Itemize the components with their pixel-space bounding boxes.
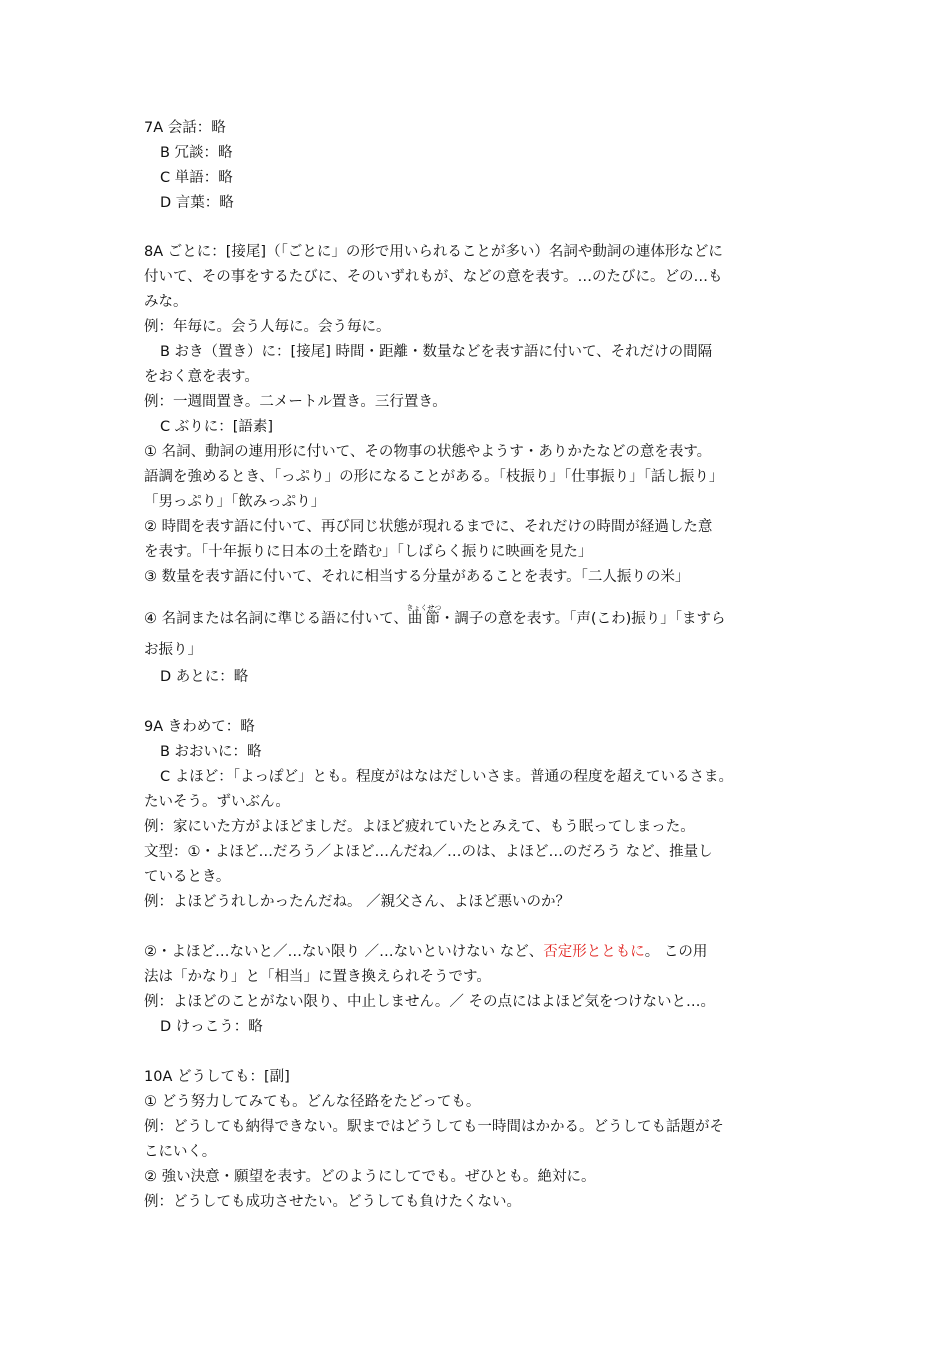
item-8a-line2: 付いて、その事をするたびに、そのいずれもが、などの意を表す。…のたびに。どの…も <box>144 269 723 285</box>
highlighted-phrase: 否定形とともに <box>543 944 645 960</box>
item-9c-pattern2-example: 例：よほどのことがない限り、中止しません。／ その点にはよほど気をつけないと…。 <box>144 994 715 1010</box>
item-8b-line2: をおく意を表す。 <box>144 369 259 385</box>
pattern2-prefix: ②・よほど…ないと／…ない限り ／…ないといけない など、 <box>144 944 544 960</box>
item-9a: 9A きわめて：略 <box>144 719 255 735</box>
item-10a-meaning2: ② 強い決意・願望を表す。どのようにしてでも。ぜひとも。絶対に。 <box>144 1169 596 1185</box>
item-9b: B おおいに：略 <box>160 744 262 760</box>
item-9c-pattern1-line1: 文型：①・よほど…だろう／よほど…んだね／…のは、よほど…のだろう など、推量し <box>144 844 713 860</box>
meaning4-prefix: ④ 名詞または名詞に準じる語に付いて、 <box>144 611 408 627</box>
item-8d: D あとに：略 <box>160 669 249 685</box>
item-8c-meaning4-line2: お振り」 <box>144 642 202 658</box>
item-8c-meaning1-line2: 語調を強めるとき、「っぷり」の形になることがある。「枝振り」「仕事振り」「話し振り」 <box>144 469 724 485</box>
item-8c-meaning1-line1: ① 名詞、動詞の連用形に付いて、その物事の状態やようす・ありかたなどの意を表す。 <box>144 444 712 460</box>
item-8c-meaning2-line2: を表す。「十年振りに日本の土を踏む」「しばらく振りに映画を見た」 <box>144 544 593 560</box>
item-7c: C 単語：略 <box>160 170 233 186</box>
item-10a-example2: 例：どうしても成功させたい。どうしても負けたくない。 <box>144 1194 521 1210</box>
item-8b-line1: B おき（置き）に：[接尾] 時間・距離・数量などを表す語に付いて、それだけの間隔 <box>160 344 713 360</box>
item-8b-example: 例：一週間置き。二メートル置き。三行置き。 <box>144 394 447 410</box>
item-9d: D けっこう：略 <box>160 1019 263 1035</box>
item-7b: B 冗談：略 <box>160 145 233 161</box>
item-8a-line3: みな。 <box>144 294 188 310</box>
item-10a-example1-line1: 例：どうしても納得できない。駅まではどうしても一時間はかかる。どうしても話題がそ <box>144 1119 724 1135</box>
item-9c-pattern2-line1 <box>144 940 816 965</box>
item-8c-meaning2-line1: ② 時間を表す語に付いて、再び同じ状態が現れるまでに、それだけの時間が経過した意 <box>144 519 713 535</box>
item-8c-meaning1-line3: 「男っぷり」「飲みっぷり」 <box>144 494 326 510</box>
item-9c-line1: C よほど：「よっぽど」とも。程度がはなはだしいさま。普通の程度を超えているさま。 <box>160 769 733 785</box>
furigana-word: 曲節きょくせつ <box>406 604 442 627</box>
item-8c-meaning3: ③ 数量を表す語に付いて、それに相当する分量があることを表す。「二人振りの米」 <box>144 569 690 585</box>
item-8c-heading: C ぶりに：[語素] <box>160 419 274 435</box>
item-10a-meaning1: ① どう努力してみても。どんな径路をたどっても。 <box>144 1094 481 1110</box>
item-8a-line1: 8A ごとに：[接尾]（「ごとに」の形で用いられることが多い）名詞や動詞の連体形などに <box>144 244 723 260</box>
item-9c-line2: たいそう。ずいぶん。 <box>144 794 290 810</box>
item-10a-example1-line2: こにいく。 <box>144 1144 217 1160</box>
meaning4-suffix: ・調子の意を表す。「声(こわ)振り」「ますら <box>439 611 726 627</box>
item-10a-heading: 10A どうしても：[副] <box>144 1069 290 1085</box>
item-9c-pattern2-line2: 法は「かなり」と「相当」に置き換えられそうです。 <box>144 969 491 985</box>
item-9c-example: 例：家にいた方がよほどましだ。よほど疲れていたとみえて、もう眠ってしまった。 <box>144 819 695 835</box>
item-9c-pattern1-example: 例：よほどうれしかったんだね。 ／親父さん、よほど悪いのか？ <box>144 894 570 910</box>
item-7d: D 言葉：略 <box>160 195 234 211</box>
furigana-reading: きょくせつ <box>406 604 442 612</box>
item-8c-meaning4-line1 <box>144 604 816 632</box>
item-7a: 7A 会話：略 <box>144 120 226 136</box>
item-9c-pattern1-line2: ているとき。 <box>144 869 231 885</box>
pattern2-suffix: 。 この用 <box>644 944 708 960</box>
item-8a-example: 例：年毎に。会う人毎に。会う毎に。 <box>144 319 391 335</box>
